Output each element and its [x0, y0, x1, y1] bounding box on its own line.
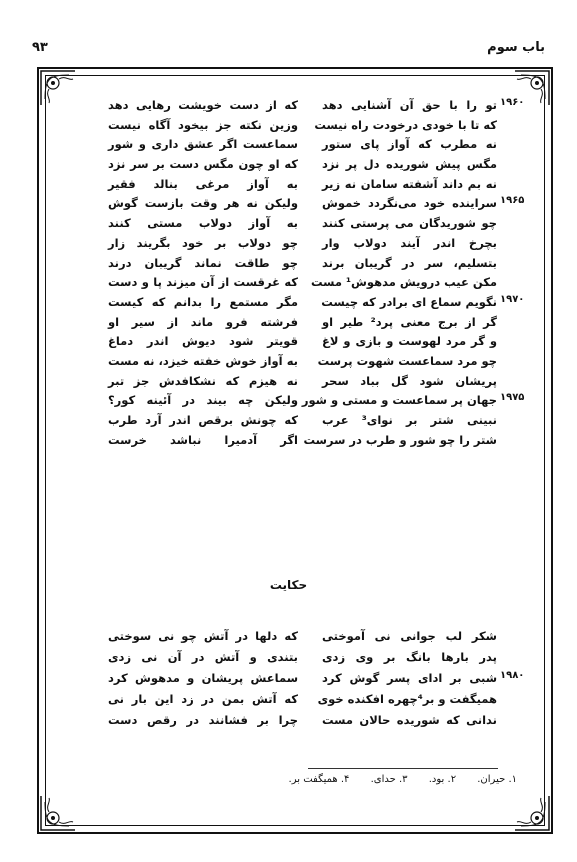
page-header [32, 40, 545, 56]
hemistich: به آواز دولاب مستی کنند [108, 216, 298, 231]
hemistich: نبینی شتر بر نوای³ عرب [322, 413, 497, 427]
hemistich: سماعش پریشان و مدهوش کرد [108, 671, 298, 685]
hemistich: بتندی و آتش در آن نی زدی [108, 650, 298, 664]
footnote: ۱. حیران. [477, 774, 517, 785]
section-heading: حکایت [269, 578, 308, 592]
hemistich: ندانی که شوریده حالان مست [322, 713, 497, 727]
hemistich: ولیکن چه بیند در آئینه کور؟ [108, 393, 298, 408]
hemistich: شتر را چو شور و طرب در سرست [303, 432, 497, 447]
hemistich: سراینده خود می‌نگردد خموش [322, 196, 497, 211]
hemistich: اگر آدمیرا نباشد خرست [108, 432, 298, 447]
hemistich: و گر مرد لهوست و بازی و لاغ [322, 334, 497, 349]
footnote-separator [308, 768, 498, 769]
hemistich: پدر بارها بانگ بر وی زدی [322, 650, 497, 664]
hemistich: که تا با خودی درخودت راه نیست [314, 117, 497, 132]
chapter-title: باب سوم [487, 40, 545, 55]
verse-number: ۱۹۷۵ [500, 392, 525, 403]
verse-number: ۱۹۶۵ [500, 195, 525, 206]
hemistich: پریشان شود گل بباد سحر [322, 373, 497, 388]
hemistich: نه مطرب که آواز پای ستور [322, 137, 497, 152]
hemistich: جهان پر سماعست و مستی و شور [301, 393, 497, 408]
hemistich: چرا بر فشانند در رقص دست [108, 713, 298, 727]
verse-column-left-2 [108, 626, 298, 731]
verse-number: ۱۹۷۰ [500, 294, 525, 305]
hemistich: چو طاقت نماند گریبان درند [108, 255, 298, 270]
footnote: ۳. حدای. [370, 774, 408, 785]
hemistich: سماعست اگر عشق داری و شور [108, 137, 298, 152]
hemistich: که از دست خویشت رهایی دهد [108, 98, 298, 112]
hemistich: شکر لب جوانی نی آموختی [322, 629, 497, 643]
hemistich: که آتش بمن در زد این بار نی [108, 692, 298, 706]
footnote: ۴. همیگفت بر. [288, 774, 350, 785]
hemistich: چو شوریدگان می پرستی کنند [322, 216, 497, 231]
verse-number: ۱۹۶۰ [500, 97, 525, 108]
hemistich: بتسلیم، سر در گریبان برند [322, 255, 497, 270]
hemistich: چو دولاب بر خود بگریند زار [108, 235, 298, 250]
hemistich: فرشته فرو ماند از سیر او [108, 314, 298, 329]
hemistich: بچرخ اندر آیند دولاب وار [322, 235, 497, 250]
page-number: ۹۳ [32, 40, 48, 55]
verse-column-right-2 [317, 626, 497, 731]
hemistich: مکن عیب درویش مدهوش¹ مست [311, 275, 497, 290]
hemistich: که چونش برقص اندر آرد طرب [108, 413, 298, 427]
hemistich: که دلها در آتش چو نی سوختی [108, 629, 298, 643]
hemistich: ولیکن نه هر وقت بازست گوش [108, 196, 298, 211]
hemistich: وزین نکته جز بیخود آگاه نیست [108, 117, 298, 132]
hemistich: قویتر شود دیوش اندر دماغ [108, 334, 298, 349]
hemistich: مگر مستمع را بدانم که کیست [108, 294, 298, 309]
hemistich: شبی بر ادای پسر گوش کرد [322, 671, 497, 685]
hemistich: همیگفت و بر⁴چهره افکنده خوی [317, 692, 497, 706]
footnotes [271, 774, 517, 785]
corner-ornament-icon [513, 794, 551, 832]
hemistich: مگس پیش شوریده دل پر نزد [322, 157, 497, 172]
verse-column-left [108, 96, 298, 450]
corner-ornament-icon [39, 794, 77, 832]
hemistich: نگویم سماع ای برادر که چیست [321, 294, 497, 309]
hemistich: که غرقست از آن میزند پا و دست [108, 275, 298, 290]
hemistich: چو مرد سماعست شهوت پرست [317, 353, 497, 368]
hemistich: نه هیزم که نشکافدش جز تبر [108, 373, 298, 388]
hemistich: که او چون مگس دست بر سر نزد [108, 157, 298, 172]
hemistich: به آواز مرغی بنالد فقیر [108, 176, 298, 191]
verse-column-right [301, 96, 497, 450]
footnote: ۲. بود. [428, 774, 457, 785]
hemistich: به آواز خوش خفته خیزد، نه مست [108, 353, 298, 368]
hemistich: تو را با حق آن آشنایی دهد [322, 98, 497, 112]
verse-number: ۱۹۸۰ [500, 670, 525, 681]
hemistich: نه بم داند آشفته سامان نه زیر [322, 176, 497, 191]
hemistich: گر از برج معنی پرد² طیر او [322, 314, 497, 329]
corner-ornament-icon [39, 69, 77, 107]
